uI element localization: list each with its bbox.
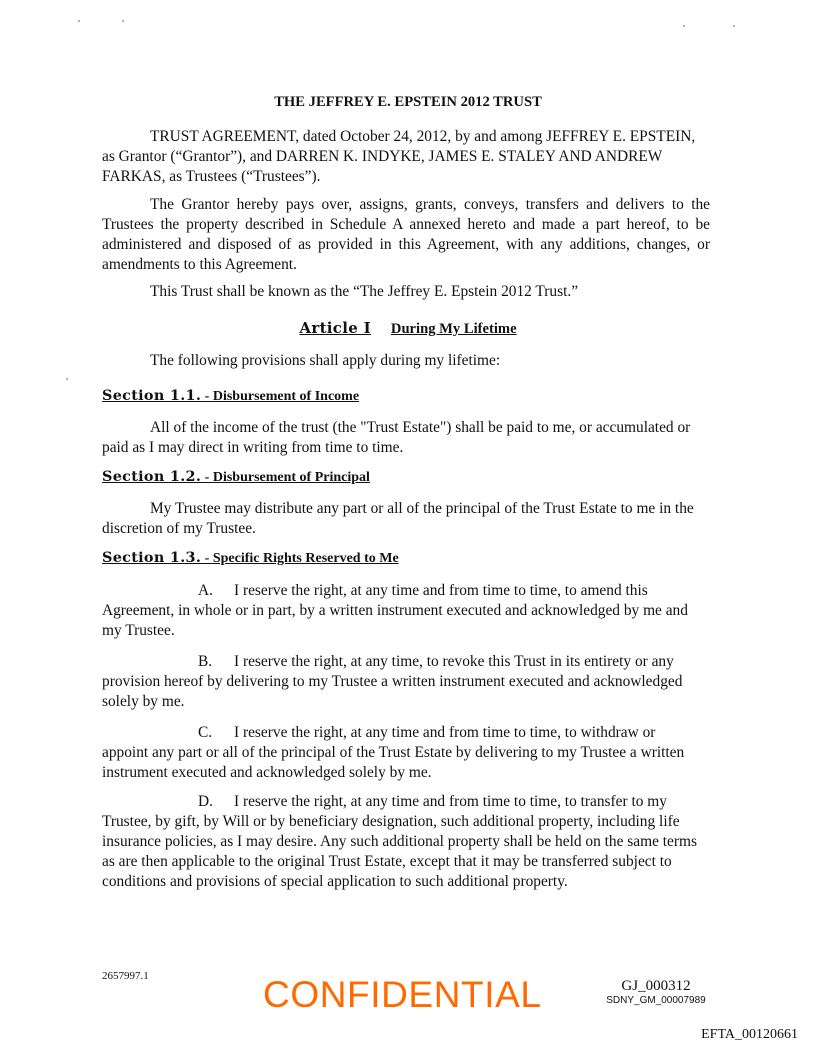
reserved-right-b bbox=[102, 652, 710, 712]
article-intro-text: The following provisions shall apply during my lifetime: bbox=[150, 352, 501, 369]
section-line: All of the income of the trust (the "Trust Estate") shall be paid to me, or accumulated or bbox=[150, 419, 691, 436]
trust-name-paragraph bbox=[102, 282, 710, 302]
bates-number-secondary: SDNY_GM_00007989 bbox=[606, 995, 706, 1006]
section-separator: - bbox=[201, 389, 213, 404]
section-heading-1-2 bbox=[102, 467, 710, 488]
item-line: instrument executed and acknowledged solely by me. bbox=[102, 764, 432, 781]
article-intro bbox=[102, 351, 710, 371]
grant-line: administered and disposed of as provided in this Agreement, with any additions, changes, or bbox=[102, 236, 710, 253]
section-heading-1-3 bbox=[102, 548, 710, 569]
item-line: I reserve the right, at any time and from time to time, to amend this bbox=[234, 582, 648, 599]
article-heading bbox=[0, 318, 816, 339]
item-letter: A. bbox=[198, 582, 213, 599]
efta-identifier: EFTA_00120661 bbox=[701, 1027, 798, 1042]
item-line: solely by me. bbox=[102, 693, 185, 710]
section-number: Section 1.3. bbox=[102, 549, 202, 566]
item-letter: D. bbox=[198, 793, 213, 810]
scan-speck bbox=[122, 20, 124, 22]
reserved-right-d bbox=[102, 792, 710, 892]
item-line: Trustee, by gift, by Will or by beneficiary designation, such additional property, including life bbox=[102, 813, 680, 830]
section-title: Disbursement of Income bbox=[212, 389, 360, 404]
item-letter: C. bbox=[198, 724, 213, 741]
trust-name-line: This Trust shall be known as the “The Jeffrey E. Epstein 2012 Trust.” bbox=[150, 283, 579, 300]
section-1-2-body bbox=[102, 499, 710, 539]
section-line: paid as I may direct in writing from time to time. bbox=[102, 439, 404, 456]
grant-line: amendments to this Agreement. bbox=[102, 256, 297, 273]
item-line: I reserve the right, at any time, to revoke this Trust in its entirety or any bbox=[234, 653, 674, 670]
item-line: as are then applicable to the original Trust Estate, except that it may be transferred subject to bbox=[102, 853, 672, 870]
section-heading-1-1 bbox=[102, 386, 710, 407]
item-line: I reserve the right, at any time and from time to time, to withdraw or bbox=[234, 724, 656, 741]
article-title: During My Lifetime bbox=[390, 321, 517, 337]
item-line: Agreement, in whole or in part, by a written instrument executed and acknowledged by me and bbox=[102, 602, 688, 619]
section-separator: - bbox=[201, 551, 213, 566]
article-label: Article I bbox=[299, 319, 371, 337]
item-line: I reserve the right, at any time and from time to time, to transfer to my bbox=[234, 793, 667, 810]
section-number: Section 1.2. bbox=[102, 468, 202, 485]
scan-speck bbox=[78, 20, 80, 22]
confidential-stamp: CONFIDENTIAL bbox=[263, 974, 542, 1015]
scan-speck bbox=[683, 25, 685, 27]
item-line: conditions and provisions of special application to such additional property. bbox=[102, 873, 568, 890]
section-line: My Trustee may distribute any part or all of the principal of the Trust Estate to me in the bbox=[150, 500, 694, 517]
intro-line: FARKAS, as Trustees (“Trustees”). bbox=[102, 168, 321, 185]
grant-line: The Grantor hereby pays over, assigns, grants, conveys, transfers and delivers to the bbox=[150, 196, 710, 213]
section-number: Section 1.1. bbox=[102, 387, 202, 404]
reserved-right-c bbox=[102, 723, 710, 783]
bates-number-primary: GJ_000312 bbox=[621, 978, 691, 994]
grant-paragraph bbox=[102, 195, 710, 275]
item-line: my Trustee. bbox=[102, 622, 175, 639]
intro-paragraph bbox=[102, 127, 710, 187]
section-1-1-body bbox=[102, 418, 710, 458]
section-separator: - bbox=[201, 470, 213, 485]
item-line: insurance policies, as I may desire. Any such additional property shall be held on the same terms bbox=[102, 833, 697, 850]
section-title: Disbursement of Principal bbox=[212, 470, 370, 485]
document-number: 2657997.1 bbox=[102, 970, 149, 982]
item-letter: B. bbox=[198, 653, 213, 670]
grant-line: Trustees the property described in Schedule A annexed hereto and made a part hereof, to be bbox=[102, 216, 710, 233]
document-title: THE JEFFREY E. EPSTEIN 2012 TRUST bbox=[274, 94, 542, 110]
intro-line: TRUST AGREEMENT, dated October 24, 2012, by and among JEFFREY E. EPSTEIN, bbox=[150, 128, 696, 145]
scan-speck bbox=[733, 25, 735, 27]
section-line: discretion of my Trustee. bbox=[102, 520, 256, 537]
scan-speck bbox=[66, 378, 68, 380]
item-line: appoint any part or all of the principal of the Trust Estate by delivering to my Trustee a written bbox=[102, 744, 685, 761]
reserved-right-a bbox=[102, 581, 710, 641]
section-title: Specific Rights Reserved to Me bbox=[212, 551, 399, 566]
item-line: provision hereof by delivering to my Trustee a written instrument executed and acknowledged bbox=[102, 673, 683, 690]
intro-line: as Grantor (“Grantor”), and DARREN K. INDYKE, JAMES E. STALEY AND ANDREW bbox=[102, 148, 663, 165]
